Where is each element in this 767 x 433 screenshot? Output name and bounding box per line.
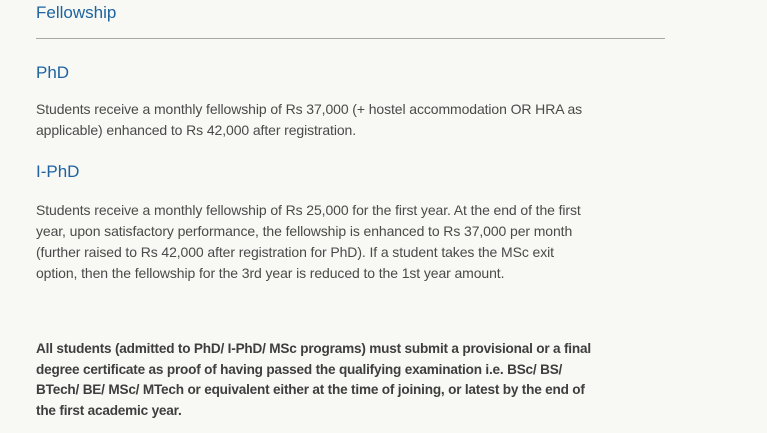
page-title: Fellowship xyxy=(36,3,117,22)
text-line: Students receive a monthly fellowship of Rs 37,000 (+ hostel accommodation OR HRA as xyxy=(36,101,583,117)
text-line: All students (admitted to PhD/ I-PhD/ MSc programs) must submit a provisional or a final xyxy=(36,341,591,356)
text-line: (further raised to Rs 42,000 after registration for PhD). If a student takes the MSc exit xyxy=(36,244,554,260)
section-heading-phd: PhD xyxy=(36,63,70,82)
section-heading-iphd: I-PhD xyxy=(36,162,80,181)
text-line: Students receive a monthly fellowship of Rs 25,000 for the first year. At the end of the first xyxy=(36,202,581,218)
text-line: option, then the fellowship for the 3rd year is reduced to the 1st year amount. xyxy=(36,265,505,281)
degree-certificate-note xyxy=(36,339,591,421)
text-line: applicable) enhanced to Rs 42,000 after registration. xyxy=(36,122,357,138)
text-line: year, upon satisfactory performance, the fellowship is enhanced to Rs 37,000 per month xyxy=(36,223,573,239)
text-line: BTech/ BE/ MSc/ MTech or equivalent either at the time of joining, or latest by the end of xyxy=(36,382,585,397)
phd-fellowship-text xyxy=(36,99,582,141)
text-line: degree certificate as proof of having passed the qualifying examination i.e. BSc/ BS/ xyxy=(36,361,563,377)
text-line: the first academic year. xyxy=(36,402,182,418)
iphd-fellowship-text xyxy=(36,200,581,284)
title-divider xyxy=(36,38,665,39)
